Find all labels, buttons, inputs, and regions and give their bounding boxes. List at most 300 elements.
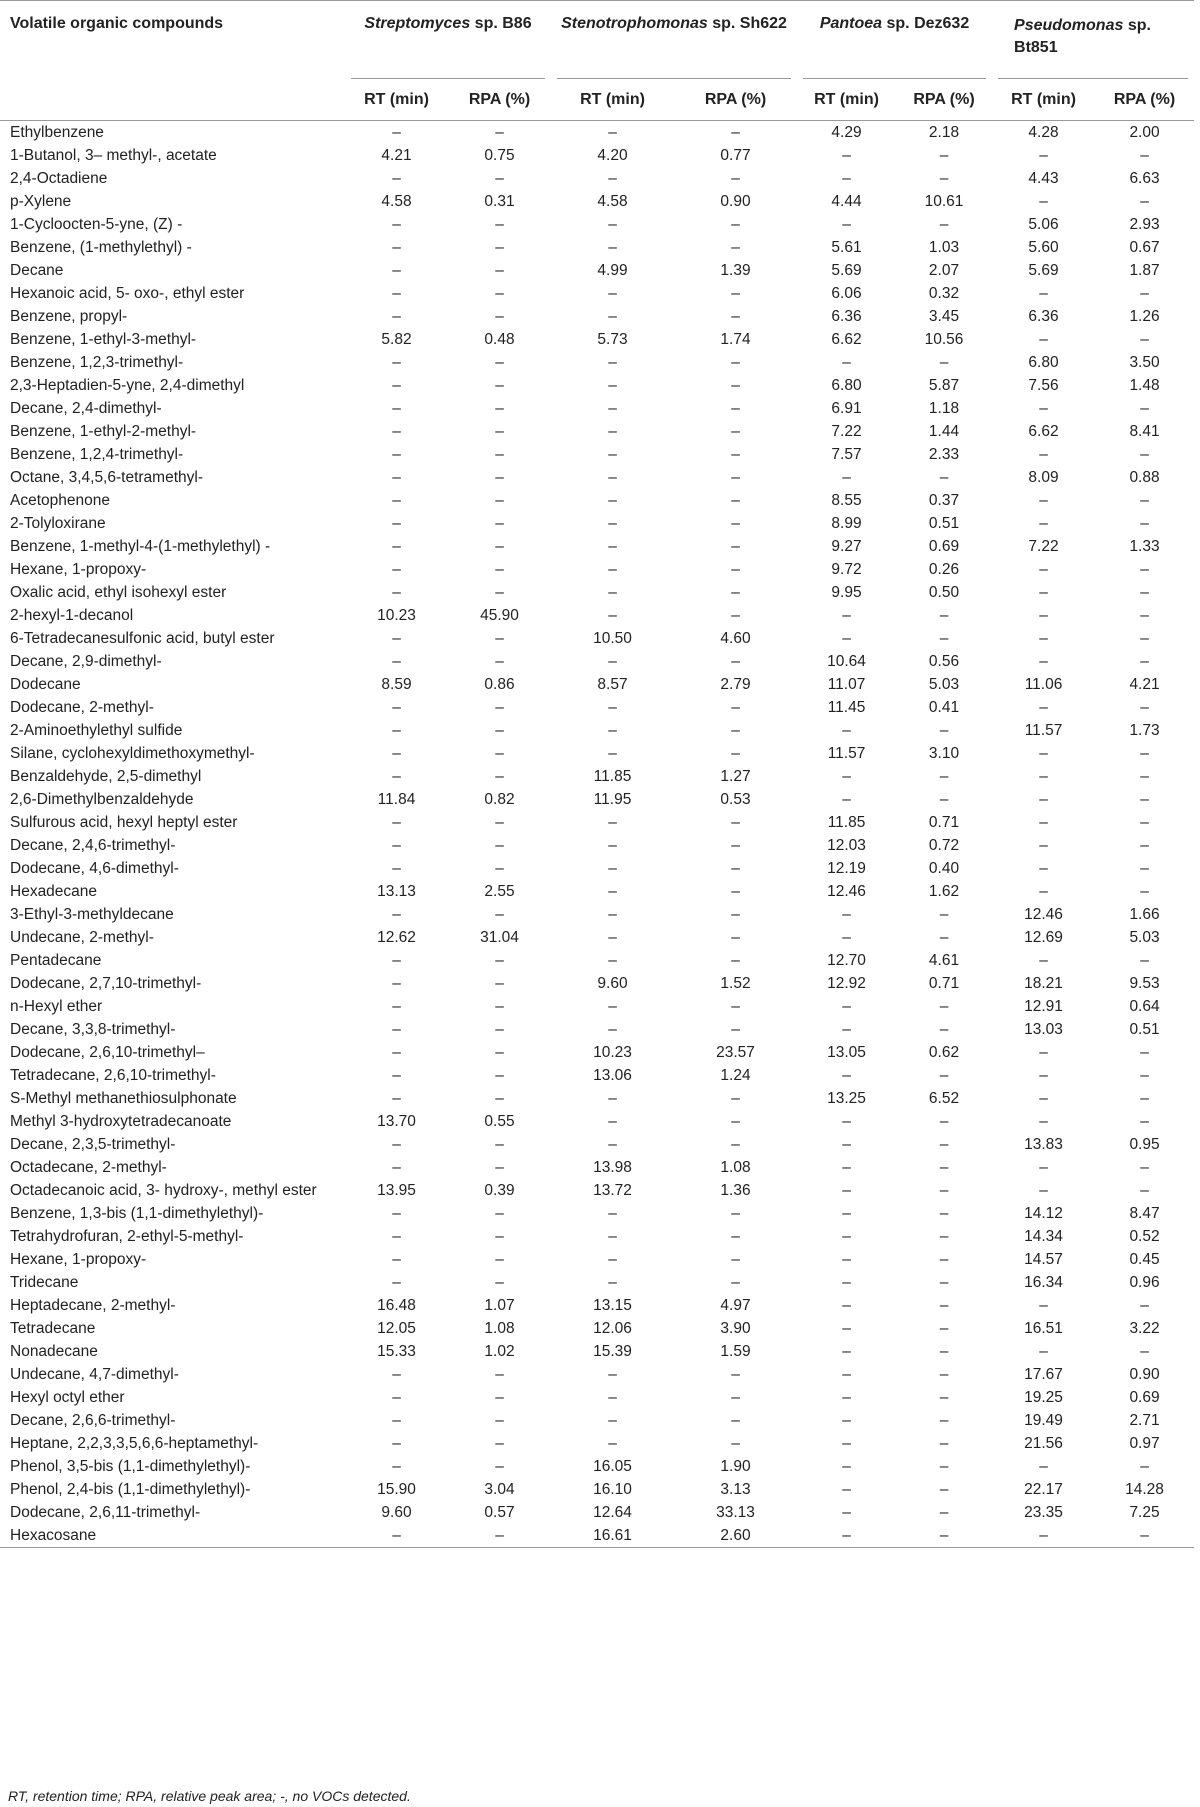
rt-value-cell: 13.06 xyxy=(593,1066,632,1084)
table-row xyxy=(0,719,1194,742)
compound-name-cell: Dodecane xyxy=(10,675,81,693)
rpa-value-cell: – xyxy=(1140,859,1149,877)
rt-value-cell: – xyxy=(1039,399,1048,417)
table-row xyxy=(0,1340,1194,1363)
rpa-value-cell: 1.18 xyxy=(928,399,960,417)
rpa-value-cell: 0.90 xyxy=(720,192,751,210)
rpa-value-cell: – xyxy=(495,767,504,785)
rt-column-header: RT (min) xyxy=(345,79,448,121)
rpa-value-cell: – xyxy=(731,744,740,762)
rpa-value-cell: – xyxy=(495,307,504,325)
rpa-value-cell: – xyxy=(495,721,504,739)
rt-value-cell: 15.90 xyxy=(377,1480,416,1498)
rpa-value-cell: 0.55 xyxy=(484,1112,515,1130)
rpa-value-cell: – xyxy=(939,1434,949,1452)
rt-value-cell: 14.12 xyxy=(1024,1204,1063,1222)
table-row xyxy=(0,1455,1194,1478)
rpa-value-cell: 1.66 xyxy=(1129,905,1160,923)
rpa-value-cell: 1.59 xyxy=(720,1342,751,1360)
rpa-value-cell: – xyxy=(495,468,504,486)
table-row xyxy=(0,1271,1194,1294)
compound-name-cell: Pentadecane xyxy=(10,951,102,969)
rpa-value-cell: – xyxy=(731,422,740,440)
rt-value-cell: – xyxy=(1039,1089,1048,1107)
rpa-value-cell: 10.56 xyxy=(924,330,964,348)
rt-value-cell: – xyxy=(392,307,401,325)
rt-value-cell: – xyxy=(608,514,617,532)
table-row xyxy=(0,1501,1194,1524)
table-row xyxy=(0,236,1194,259)
rt-value-cell: – xyxy=(392,261,401,279)
rpa-value-cell: – xyxy=(495,813,504,831)
rt-value-cell: – xyxy=(392,721,401,739)
rpa-value-cell: 0.41 xyxy=(928,698,960,716)
rt-value-cell: 14.34 xyxy=(1024,1227,1063,1245)
rt-value-cell: 11.85 xyxy=(827,813,866,831)
rpa-value-cell: 0.69 xyxy=(928,537,960,555)
rpa-value-cell: 1.24 xyxy=(720,1066,751,1084)
rpa-value-cell: 0.72 xyxy=(928,836,960,854)
rt-value-cell: – xyxy=(392,1066,401,1084)
rt-value-cell: – xyxy=(608,882,617,900)
rt-value-cell: 23.35 xyxy=(1024,1503,1063,1521)
rpa-value-cell: – xyxy=(731,606,740,624)
rpa-value-cell: – xyxy=(495,836,504,854)
rpa-value-cell: 1.03 xyxy=(928,238,960,256)
rpa-value-cell: – xyxy=(896,1524,992,1548)
rt-value-cell: 12.62 xyxy=(377,928,416,946)
rt-value-cell: – xyxy=(842,1434,851,1452)
table-row xyxy=(0,351,1194,374)
rpa-value-cell: 6.52 xyxy=(928,1089,960,1107)
rt-value-cell: – xyxy=(608,859,617,877)
rpa-value-cell: 2.55 xyxy=(484,882,515,900)
rpa-value-cell: – xyxy=(1140,146,1149,164)
rpa-value-cell: – xyxy=(939,169,949,187)
rpa-value-cell: – xyxy=(731,491,740,509)
rpa-value-cell: 2.00 xyxy=(1129,123,1160,141)
table-row xyxy=(0,742,1194,765)
rpa-value-cell: – xyxy=(495,1434,504,1452)
rpa-value-cell: – xyxy=(1140,560,1149,578)
rt-value-cell: – xyxy=(392,1227,401,1245)
rpa-value-cell: – xyxy=(939,215,949,233)
rpa-value-cell: – xyxy=(1140,192,1149,210)
rt-value-cell: 4.28 xyxy=(1028,123,1059,141)
rt-value-cell: – xyxy=(608,468,617,486)
rt-value-cell: 6.36 xyxy=(1028,307,1059,325)
rpa-value-cell: – xyxy=(1140,767,1149,785)
rt-value-cell: – xyxy=(842,1457,851,1475)
rt-value-cell: – xyxy=(608,1250,617,1268)
table-row xyxy=(0,650,1194,673)
rpa-value-cell: – xyxy=(731,859,740,877)
compound-name-cell: Phenol, 3,5-bis (1,1-dimethylethyl)- xyxy=(10,1457,251,1475)
rpa-value-cell: – xyxy=(731,951,740,969)
rt-value-cell: 11.06 xyxy=(1024,675,1063,693)
rt-value-cell: 13.25 xyxy=(827,1089,866,1107)
rt-value-cell: – xyxy=(1039,1158,1048,1176)
rt-value-cell: – xyxy=(392,468,401,486)
rpa-value-cell: 33.13 xyxy=(716,1503,755,1521)
rpa-value-cell: – xyxy=(731,1135,740,1153)
rt-value-cell: – xyxy=(1039,146,1048,164)
rt-value-cell: – xyxy=(608,353,617,371)
table-row xyxy=(0,1018,1194,1041)
rpa-value-cell: – xyxy=(731,169,740,187)
rpa-value-cell: 0.88 xyxy=(1129,468,1160,486)
rt-value-cell: 6.36 xyxy=(831,307,862,325)
rt-value-cell: – xyxy=(392,376,401,394)
rt-value-cell: 6.62 xyxy=(831,330,862,348)
rpa-value-cell: – xyxy=(939,1457,949,1475)
rt-value-cell: – xyxy=(992,1524,1095,1548)
rt-value-cell: – xyxy=(392,1273,401,1291)
rt-value-cell: – xyxy=(608,1227,617,1245)
rpa-value-cell: 0.50 xyxy=(928,583,960,601)
rpa-value-cell: – xyxy=(495,422,504,440)
rpa-value-cell: – xyxy=(939,1020,949,1038)
rt-value-cell: – xyxy=(392,698,401,716)
rpa-value-cell: – xyxy=(1140,583,1149,601)
rt-value-cell: – xyxy=(608,1273,617,1291)
compound-name-cell: Tetradecane, 2,6,10-trimethyl- xyxy=(10,1066,216,1084)
rpa-value-cell: – xyxy=(731,468,740,486)
compound-name-cell: Silane, cyclohexyldimethoxymethyl- xyxy=(10,744,255,762)
rpa-column-header: RPA (%) xyxy=(1095,79,1194,121)
rpa-value-cell: – xyxy=(1095,1524,1194,1548)
rpa-value-cell: 1.27 xyxy=(720,767,751,785)
table-row xyxy=(0,535,1194,558)
rt-value-cell: 12.03 xyxy=(827,836,866,854)
rt-value-cell: 19.49 xyxy=(1024,1411,1063,1429)
rpa-value-cell: – xyxy=(939,1112,949,1130)
rpa-value-cell: 8.41 xyxy=(1129,422,1160,440)
rt-value-cell: 12.46 xyxy=(1024,905,1063,923)
rt-value-cell: 5.73 xyxy=(597,330,628,348)
rpa-value-cell: – xyxy=(495,1273,504,1291)
table-row xyxy=(0,512,1194,535)
compound-name-cell: Decane xyxy=(10,261,64,279)
rpa-value-cell: 1.44 xyxy=(928,422,960,440)
rpa-value-cell: 9.53 xyxy=(1129,974,1160,992)
compound-name-cell: Oxalic acid, ethyl isohexyl ester xyxy=(10,583,227,601)
rt-value-cell: 9.27 xyxy=(831,537,862,555)
rpa-value-cell: – xyxy=(1140,698,1149,716)
rpa-value-cell: – xyxy=(939,1365,949,1383)
rt-column-header: RT (min) xyxy=(551,79,674,121)
rpa-value-cell: 1.87 xyxy=(1129,261,1160,279)
rpa-value-cell: 3.10 xyxy=(928,744,960,762)
rpa-value-cell: – xyxy=(495,1043,504,1061)
rpa-value-cell: – xyxy=(1140,836,1149,854)
rpa-value-cell: 4.21 xyxy=(1129,675,1160,693)
rt-value-cell: 9.72 xyxy=(831,560,862,578)
compound-name-cell: 3-Ethyl-3-methyldecane xyxy=(10,905,174,923)
rpa-value-cell: 0.51 xyxy=(1129,1020,1160,1038)
rpa-value-cell: – xyxy=(939,1181,949,1199)
rt-value-cell: – xyxy=(842,1319,851,1337)
rt-value-cell: 12.46 xyxy=(827,882,866,900)
table-row xyxy=(0,604,1194,627)
compound-name-cell: Octane, 3,4,5,6-tetramethyl- xyxy=(10,468,203,486)
rpa-value-cell: – xyxy=(731,1020,740,1038)
rpa-value-cell: – xyxy=(495,951,504,969)
rt-value-cell: – xyxy=(392,1388,401,1406)
rpa-value-cell: – xyxy=(939,1158,949,1176)
rt-value-cell: 16.05 xyxy=(593,1457,632,1475)
rt-value-cell: – xyxy=(608,1089,617,1107)
rpa-value-cell: – xyxy=(731,1434,740,1452)
rpa-value-cell: – xyxy=(939,721,949,739)
rpa-value-cell: – xyxy=(1140,1181,1149,1199)
rt-value-cell: 12.92 xyxy=(827,974,866,992)
rpa-value-cell: – xyxy=(731,123,740,141)
compound-name-cell: Benzene, 1-ethyl-3-methyl- xyxy=(10,330,197,348)
rpa-column-header: RPA (%) xyxy=(674,79,797,121)
rt-value-cell: – xyxy=(608,1204,617,1222)
rpa-value-cell: – xyxy=(495,261,504,279)
rpa-column-header: RPA (%) xyxy=(448,79,551,121)
rt-value-cell: – xyxy=(1039,882,1048,900)
rt-value-cell: 10.64 xyxy=(827,652,866,670)
compound-name-cell: Benzene, propyl- xyxy=(10,307,128,325)
rt-value-cell: – xyxy=(392,974,401,992)
rt-value-cell: – xyxy=(608,123,617,141)
rpa-value-cell: – xyxy=(939,1296,949,1314)
compound-name-cell: Decane, 2,4-dimethyl- xyxy=(10,399,162,417)
compound-name-cell: Octadecane, 2-methyl- xyxy=(10,1158,167,1176)
compound-name-cell: Dodecane, 2,7,10-trimethyl- xyxy=(10,974,202,992)
rpa-value-cell: – xyxy=(448,1524,551,1548)
rt-value-cell: – xyxy=(608,376,617,394)
table-row xyxy=(0,880,1194,903)
rpa-value-cell: – xyxy=(939,629,949,647)
rpa-value-cell: 0.90 xyxy=(1129,1365,1160,1383)
rt-value-cell: – xyxy=(392,491,401,509)
rpa-value-cell: – xyxy=(731,583,740,601)
rt-value-cell: 13.83 xyxy=(1024,1135,1063,1153)
rt-value-cell: – xyxy=(392,537,401,555)
rpa-value-cell: – xyxy=(495,583,504,601)
rt-value-cell: – xyxy=(608,491,617,509)
rt-value-cell: – xyxy=(608,537,617,555)
compound-name-cell: Benzene, 1,2,3-trimethyl- xyxy=(10,353,184,371)
rt-value-cell: – xyxy=(842,353,851,371)
rpa-value-cell: – xyxy=(939,1342,949,1360)
rt-value-cell: – xyxy=(1039,583,1048,601)
rt-value-cell: 6.80 xyxy=(831,376,862,394)
rpa-value-cell: 1.26 xyxy=(1129,307,1160,325)
rpa-value-cell: – xyxy=(939,790,949,808)
rpa-value-cell: 0.26 xyxy=(928,560,960,578)
rpa-value-cell: – xyxy=(495,1250,504,1268)
compound-name-cell: 6-Tetradecanesulfonic acid, butyl ester xyxy=(10,629,275,647)
rt-value-cell: 4.99 xyxy=(597,261,628,279)
compound-name-cell: Dodecane, 2,6,11-trimethyl- xyxy=(10,1503,201,1521)
table-row xyxy=(0,144,1194,167)
rpa-value-cell: – xyxy=(939,1204,949,1222)
rt-value-cell: – xyxy=(392,836,401,854)
table-row xyxy=(0,811,1194,834)
rt-value-cell: – xyxy=(842,1135,851,1153)
rt-value-cell: – xyxy=(392,859,401,877)
rpa-value-cell: 31.04 xyxy=(480,928,519,946)
rt-value-cell: – xyxy=(842,1503,851,1521)
rpa-value-cell: – xyxy=(495,1066,504,1084)
rt-value-cell: 13.13 xyxy=(377,882,416,900)
rpa-value-cell: 1.39 xyxy=(720,261,751,279)
rpa-value-cell: – xyxy=(1140,1066,1149,1084)
rt-value-cell: – xyxy=(392,744,401,762)
rpa-value-cell: – xyxy=(731,1204,740,1222)
compound-name-cell: 1-Cycloocten-5-yne, (Z) - xyxy=(10,215,183,233)
rt-value-cell: – xyxy=(392,813,401,831)
table-row xyxy=(0,926,1194,949)
rpa-value-cell: 0.56 xyxy=(928,652,960,670)
rpa-value-cell: – xyxy=(1140,951,1149,969)
rt-value-cell: 11.07 xyxy=(827,675,866,693)
rpa-value-cell: – xyxy=(939,1388,949,1406)
rt-value-cell: – xyxy=(1039,284,1048,302)
rpa-value-cell: – xyxy=(1140,491,1149,509)
rpa-value-cell: 2.60 xyxy=(674,1524,797,1548)
strain-header-streptomyces: Streptomyces sp. B86 xyxy=(345,1,551,80)
rpa-value-cell: – xyxy=(1140,1089,1149,1107)
rpa-value-cell: – xyxy=(731,307,740,325)
compound-name-cell: Undecane, 2-methyl- xyxy=(10,928,154,946)
rpa-value-cell: 1.52 xyxy=(720,974,751,992)
rt-value-cell: – xyxy=(842,1411,851,1429)
table-row xyxy=(0,1478,1194,1501)
rt-value-cell: – xyxy=(392,652,401,670)
rt-value-cell: – xyxy=(842,997,851,1015)
rpa-value-cell: 1.36 xyxy=(720,1181,751,1199)
rt-value-cell: 10.23 xyxy=(593,1043,632,1061)
rpa-value-cell: 0.51 xyxy=(928,514,960,532)
rt-value-cell: – xyxy=(1039,1457,1048,1475)
compound-name-cell: Tetrahydrofuran, 2-ethyl-5-methyl- xyxy=(10,1227,244,1245)
rt-value-cell: – xyxy=(1039,1112,1048,1130)
rt-value-cell: – xyxy=(392,123,401,141)
compound-name-cell: Hexacosane xyxy=(0,1524,345,1548)
table-row xyxy=(0,1110,1194,1133)
rt-value-cell: – xyxy=(842,928,851,946)
rt-value-cell: – xyxy=(392,1158,401,1176)
rpa-value-cell: – xyxy=(495,215,504,233)
rt-value-cell: – xyxy=(842,468,851,486)
rt-value-cell: – xyxy=(1039,951,1048,969)
rt-value-cell: – xyxy=(608,1388,617,1406)
rt-value-cell: – xyxy=(392,951,401,969)
rt-value-cell: – xyxy=(1039,514,1048,532)
rt-value-cell: 4.21 xyxy=(381,146,412,164)
rt-value-cell: – xyxy=(797,1524,896,1548)
rpa-value-cell: 0.32 xyxy=(928,284,960,302)
table-row xyxy=(0,1248,1194,1271)
rpa-value-cell: – xyxy=(1140,330,1149,348)
rt-value-cell: – xyxy=(842,1365,851,1383)
rt-value-cell: 6.80 xyxy=(1028,353,1059,371)
rt-value-cell: – xyxy=(392,1043,401,1061)
rt-value-cell: 8.99 xyxy=(831,514,862,532)
compound-name-cell: Tridecane xyxy=(10,1273,79,1291)
rt-value-cell: 21.56 xyxy=(1024,1434,1063,1452)
table-row xyxy=(0,788,1194,811)
compound-name-cell: Benzene, 1,2,4-trimethyl- xyxy=(10,445,184,463)
rt-value-cell: 5.69 xyxy=(831,261,862,279)
rpa-value-cell: – xyxy=(1140,882,1149,900)
rt-value-cell: 18.21 xyxy=(1024,974,1063,992)
compound-column-header: Volatile organic compounds xyxy=(0,1,345,80)
strain-header-pantoea: Pantoea sp. Dez632 xyxy=(797,1,992,80)
rpa-value-cell: – xyxy=(495,399,504,417)
rpa-value-cell: 0.31 xyxy=(484,192,515,210)
compound-name-cell: Dodecane, 4,6-dimethyl- xyxy=(10,859,179,877)
compound-name-cell: Hexanoic acid, 5- oxo-, ethyl ester xyxy=(10,284,245,302)
rpa-value-cell: 1.73 xyxy=(1129,721,1160,739)
rpa-value-cell: – xyxy=(495,514,504,532)
rt-value-cell: 12.91 xyxy=(1024,997,1063,1015)
rpa-value-cell: 0.75 xyxy=(484,146,515,164)
rt-value-cell: 4.20 xyxy=(597,146,628,164)
compound-name-cell: Heptadecane, 2-methyl- xyxy=(10,1296,176,1314)
rpa-value-cell: 7.25 xyxy=(1129,1503,1160,1521)
rpa-value-cell: – xyxy=(731,882,740,900)
rt-value-cell: – xyxy=(392,422,401,440)
rt-value-cell: 8.09 xyxy=(1028,468,1059,486)
rpa-column-header: RPA (%) xyxy=(896,79,992,121)
compound-name-cell: Benzaldehyde, 2,5-dimethyl xyxy=(10,767,202,785)
rpa-value-cell: – xyxy=(939,1227,949,1245)
rpa-value-cell: 0.53 xyxy=(720,790,751,808)
rt-value-cell: – xyxy=(842,1158,851,1176)
rpa-value-cell: 10.61 xyxy=(924,192,964,210)
rt-value-cell: 17.67 xyxy=(1024,1365,1063,1383)
rpa-value-cell: – xyxy=(939,1273,949,1291)
rt-value-cell: 11.95 xyxy=(593,790,632,808)
rpa-value-cell: – xyxy=(731,238,740,256)
rt-value-cell: 6.62 xyxy=(1028,422,1059,440)
rpa-value-cell: 4.97 xyxy=(720,1296,751,1314)
rt-value-cell: – xyxy=(392,1204,401,1222)
rpa-value-cell: – xyxy=(731,537,740,555)
rt-value-cell: – xyxy=(392,215,401,233)
rpa-value-cell: – xyxy=(1140,284,1149,302)
rt-value-cell: – xyxy=(842,146,851,164)
table-row xyxy=(0,167,1194,190)
rpa-value-cell: – xyxy=(731,1227,740,1245)
rpa-value-cell: – xyxy=(495,284,504,302)
compound-name-cell: Hexyl octyl ether xyxy=(10,1388,125,1406)
table-row xyxy=(0,949,1194,972)
rpa-value-cell: – xyxy=(1140,1112,1149,1130)
compound-name-cell: Hexane, 1-propoxy- xyxy=(10,560,147,578)
rt-value-cell: – xyxy=(608,813,617,831)
rt-value-cell: – xyxy=(842,629,851,647)
rt-value-cell: – xyxy=(1039,330,1048,348)
rpa-value-cell: – xyxy=(495,238,504,256)
rt-value-cell: – xyxy=(1039,1181,1048,1199)
rpa-value-cell: – xyxy=(495,652,504,670)
rt-value-cell: – xyxy=(1039,491,1048,509)
rpa-value-cell: – xyxy=(495,445,504,463)
rpa-value-cell: – xyxy=(731,215,740,233)
rpa-value-cell: 8.47 xyxy=(1129,1204,1160,1222)
rt-value-cell: – xyxy=(842,767,851,785)
compound-name-cell: 2,6-Dimethylbenzaldehyde xyxy=(10,790,194,808)
rt-value-cell: – xyxy=(1039,560,1048,578)
